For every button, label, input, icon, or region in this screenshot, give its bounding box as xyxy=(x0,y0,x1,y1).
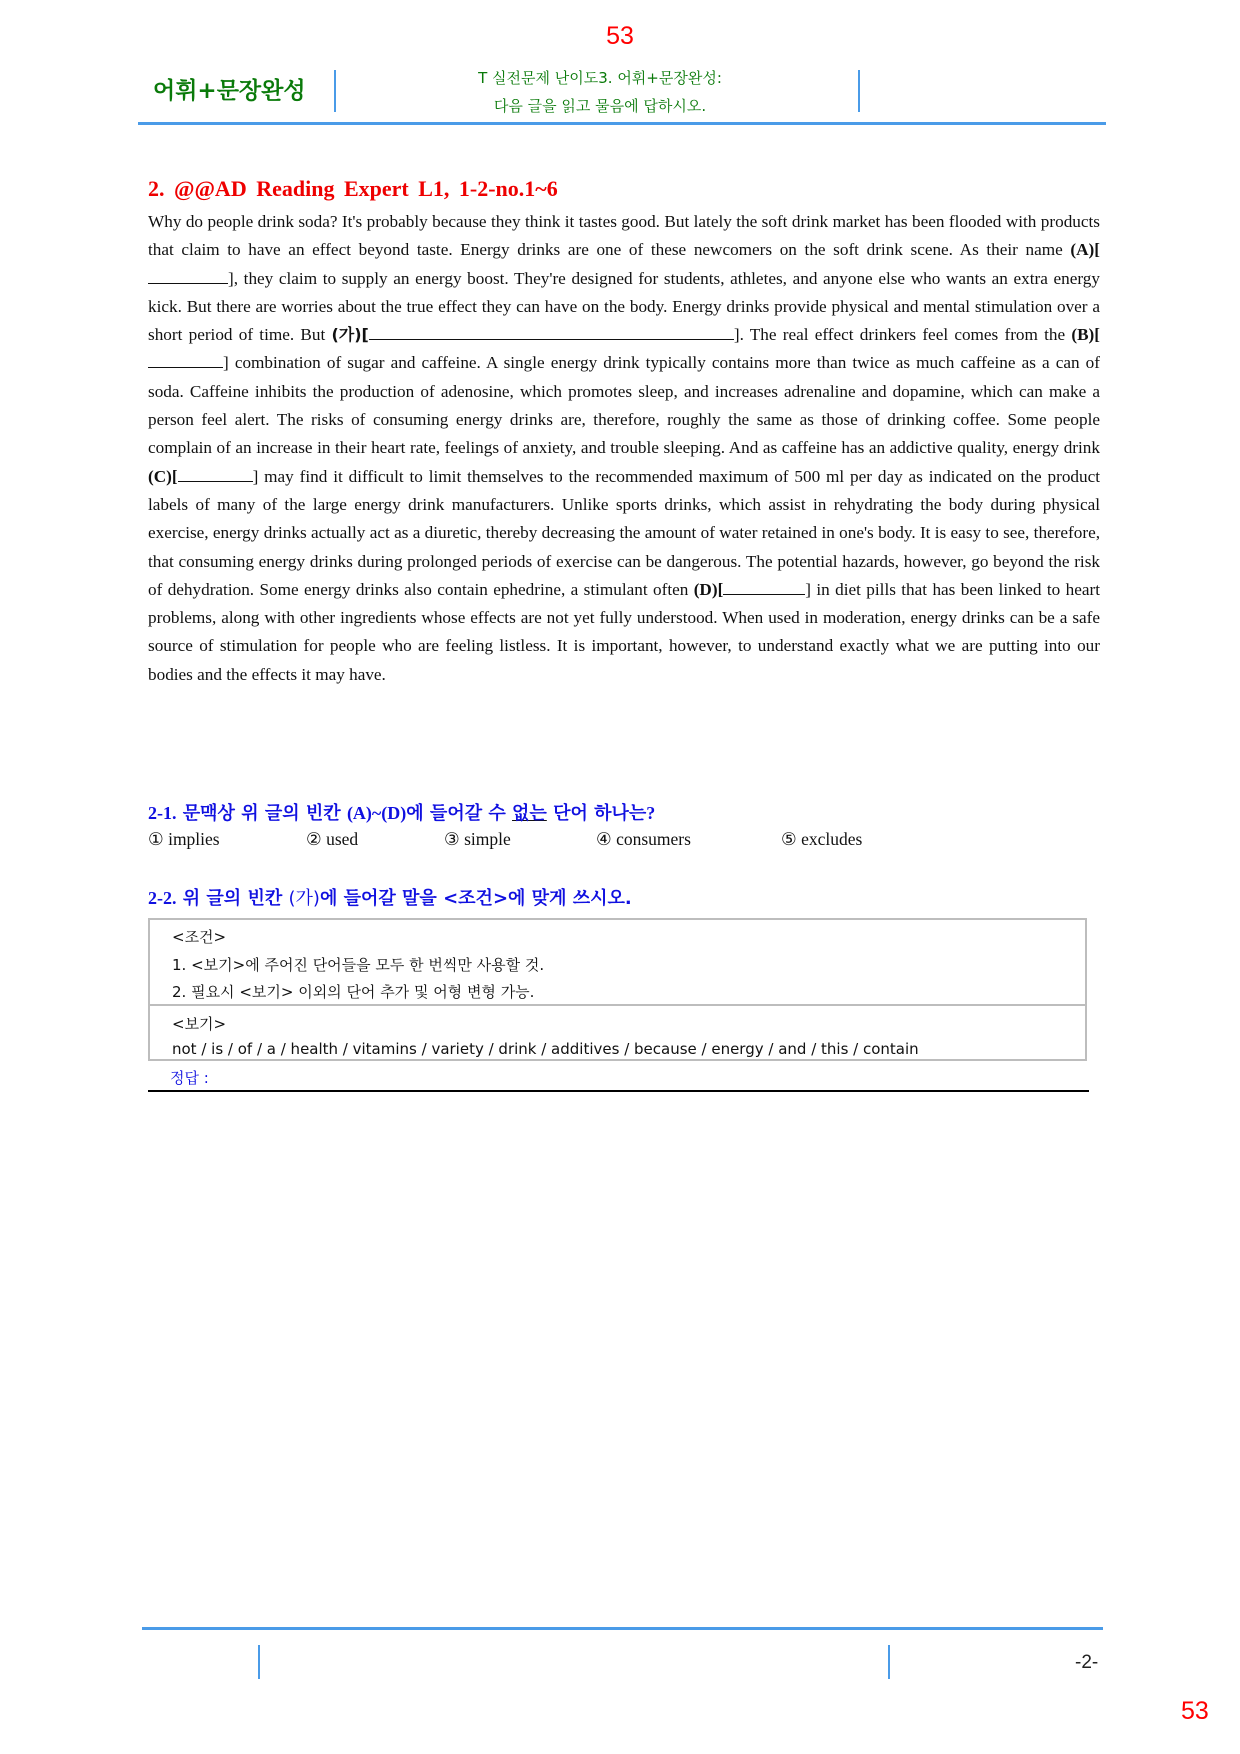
blank-a xyxy=(148,265,228,284)
choice-marker: ⑤ xyxy=(781,829,797,849)
section-title: 어휘+문장완성 xyxy=(153,78,306,104)
blank-label-ga: (가)[ xyxy=(331,325,369,345)
question-title: 2. @@AD Reading Expert L1, 1-2-no.1~6 xyxy=(148,176,558,201)
choice-label: excludes xyxy=(801,829,863,849)
conditions-header: <조건> xyxy=(172,928,227,946)
answer-line[interactable] xyxy=(148,1090,1089,1092)
blank-reference: (가) xyxy=(288,888,320,909)
passage-text: ], they claim to supply an energy boost. They're designed for students, athletes, and anyone else who wants an extra energy kick. But there are worries about the true effect they can have on the body. Energy drinks provide physical and mental stimulation over a short period of time. But xyxy=(148,268,1100,345)
reading-passage xyxy=(148,208,1100,689)
blank-label-c: (C)[ xyxy=(148,466,178,486)
emphasis-underline: 없는 xyxy=(512,803,547,824)
choice-marker: ② xyxy=(306,829,322,849)
passage-text: ] may find it difficult to limit themselves to the recommended maximum of 500 ml per day as indicated on the product labels of many of the large energy drink manufacturers. Unlike sports drinks, which assist in rehydrating the body during physical exercise, energy drinks actually act as a diuretic, thereby decreasing the amount of water retained in one's body. It is easy to see, therefore, that consuming energy drinks during prolonged periods of exercise can be dangerous. The potential hazards, however, go beyond the risk of dehydration. Some energy drinks also contain ephedrine, a stimulant often xyxy=(148,466,1100,599)
blank-label-a: (A)[ xyxy=(1070,240,1100,260)
header-divider-right xyxy=(858,70,860,112)
header-subtitle-line1: T 실전문제 난이도3. 어휘+문장완성: xyxy=(478,69,722,87)
choice-label: consumers xyxy=(616,829,691,849)
sub-question-text: 에 들어갈 수 xyxy=(406,803,513,824)
choice-1[interactable] xyxy=(148,829,306,850)
header-subtitle-line2: 다음 글을 읽고 물음에 답하시오. xyxy=(493,97,707,115)
choice-marker: ④ xyxy=(596,829,612,849)
choice-label: simple xyxy=(464,829,511,849)
passage-text: ]. The real effect drinkers feel comes from the xyxy=(733,325,1072,345)
sub-question-2-1 xyxy=(148,799,655,825)
blank-label-b: (B)[ xyxy=(1071,325,1100,345)
bogi-word-list: not / is / of / a / health / vitamins / variety / drink / additives / because / energy / and / this / contain xyxy=(172,1040,919,1058)
sub-question-text: 단어 하나는 xyxy=(546,803,647,824)
header-rule xyxy=(138,122,1106,125)
answer-label: 정답 : xyxy=(170,1069,209,1087)
choice-label: used xyxy=(326,829,359,849)
passage-text: Why do people drink soda? It's probably because they think it tastes good. But lately the soft drink market has been flooded with products that claim to have an effect beyond taste. Energy drinks are one of these newcomers on the soft drink scene. As their name xyxy=(148,212,1100,260)
header-divider-left xyxy=(334,70,336,112)
footer-rule xyxy=(142,1627,1103,1630)
blank-ga xyxy=(369,321,734,340)
passage-text: ] combination of sugar and caffeine. A single energy drink typically contains more than twice as much caffeine as a can of soda. Caffeine inhibits the production of adenosine, which promotes sleep, and increases adrenaline and dopamine, which can make a person feel alert. The risks of consuming energy drinks are, therefore, roughly the same as those of drinking coffee. Some people complain of an increase in their heart rate, feelings of anxiety, and trouble sleeping. And as caffeine has an addictive quality, energy drink xyxy=(148,353,1100,458)
footer-divider-left xyxy=(258,1645,260,1679)
footer-divider-right xyxy=(888,1645,890,1679)
conditions-section xyxy=(150,920,1085,1006)
sub-question-text: 문맥상 위 글의 빈칸 xyxy=(176,803,347,824)
passage-text: ] in diet pills that has been linked to heart problems, along with other ingredients whose effects are not yet fully understood. When used in moderation, energy drinks can be a safe source of stimulation for people who are feeling listless. It is important, however, to understand exactly what we are putting into our bodies and the effects it may have. xyxy=(148,579,1100,684)
condition-2: 2. 필요시 <보기> 이외의 단어 추가 및 어형 변형 가능. xyxy=(172,983,535,1001)
blank-b xyxy=(148,349,223,368)
choice-4[interactable] xyxy=(596,829,781,850)
blank-range: (A)~(D) xyxy=(346,803,407,823)
question-mark: ? xyxy=(646,803,656,823)
choice-marker: ① xyxy=(148,829,164,849)
answer-choices xyxy=(148,829,948,850)
choice-2[interactable] xyxy=(306,829,444,850)
blank-c xyxy=(178,463,253,482)
choice-label: implies xyxy=(168,829,220,849)
condition-1: 1. <보기>에 주어진 단어들을 모두 한 번씩만 사용할 것. xyxy=(172,956,545,974)
blank-label-d: (D)[ xyxy=(693,579,724,599)
sub-question-2-2 xyxy=(148,884,632,910)
sub-question-number: 2-2. xyxy=(148,888,177,908)
choice-3[interactable] xyxy=(444,829,596,850)
sub-question-text: 위 글의 빈칸 xyxy=(176,888,289,909)
sub-question-number: 2-1. xyxy=(148,803,177,823)
footer-page-number: -2- xyxy=(1075,1652,1099,1673)
bogi-header: <보기> xyxy=(172,1015,227,1033)
choice-5[interactable] xyxy=(781,829,862,850)
choice-marker: ③ xyxy=(444,829,460,849)
top-page-number: 53 xyxy=(606,22,634,50)
header-subtitle xyxy=(340,64,860,120)
bottom-page-number: 53 xyxy=(1181,1697,1209,1725)
conditions-box xyxy=(148,918,1087,1061)
blank-d xyxy=(723,576,805,595)
sub-question-text: 에 들어갈 말을 <조건>에 맞게 쓰시오. xyxy=(319,888,632,909)
